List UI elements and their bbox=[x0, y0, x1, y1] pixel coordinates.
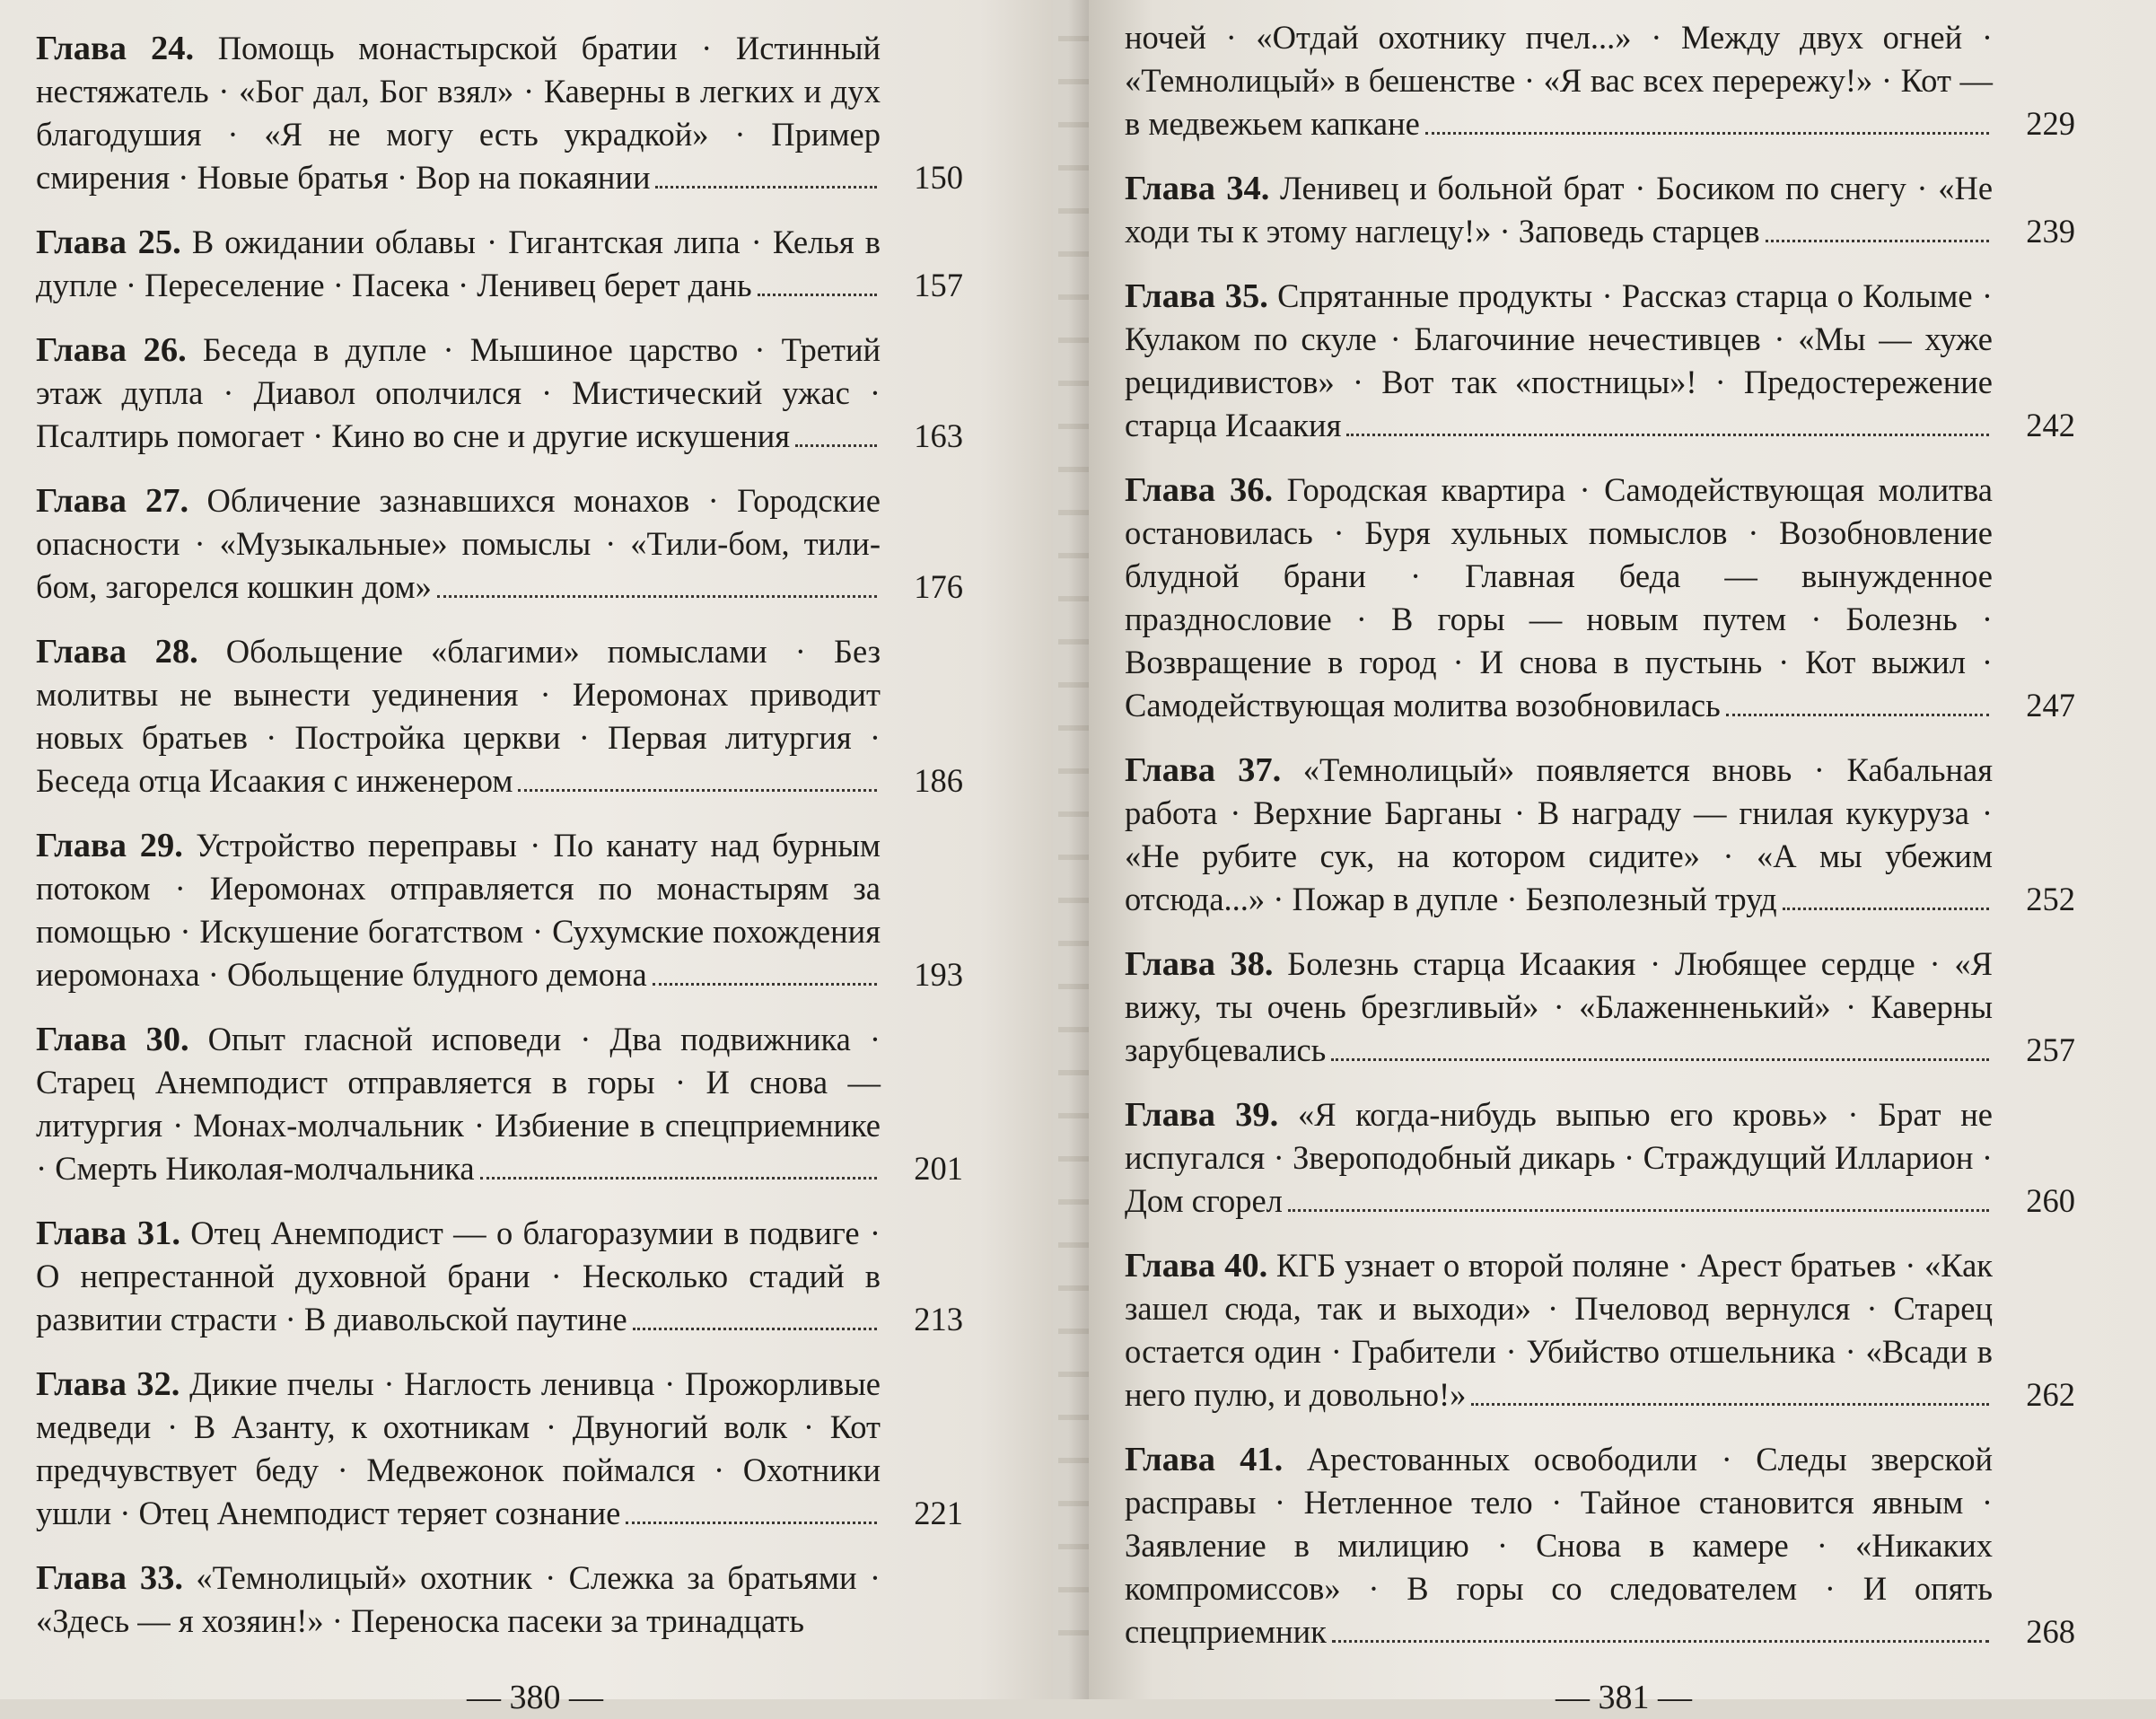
toc-page-number: 193 bbox=[914, 956, 963, 993]
dot-leader bbox=[1288, 1209, 1989, 1212]
toc-entry-text: «Темнолицый» охотник · Слежка за братьями · «Здесь — я хозяин!» · Переноска пасеки за тринадцать bbox=[36, 1559, 881, 1639]
toc-entry bbox=[1125, 749, 2075, 921]
toc-entry-text: Городская квартира · Самодействующая молитва остановилась · Буря хульных помыслов · Возобновление блудной брани · Главная беда — вынужденное празднословие · В горы — новым путем · Болезнь · Возвращение в город · И снова в пустынь · Кот выжил · Самодействующая молитва возобновилась bbox=[1125, 471, 1994, 724]
toc-entry-text: Обольщение «благими» помыслами · Без молитвы не вынести уединения · Иеромонах приводит новых братьев · Постройка церкви · Первая литургия · Беседа отца Исаакия с инженером bbox=[36, 633, 881, 799]
toc-entry-text: ночей · «Отдай охотнику пчел...» · Между двух огней · «Темнолицый» в бешенстве · «Я вас всех перережу!» · Кот — в медвежьем капкане bbox=[1125, 19, 1993, 142]
toc-page-number: 163 bbox=[914, 417, 963, 454]
chapter-title: Глава 29. bbox=[36, 827, 183, 864]
dot-leader bbox=[1783, 908, 1989, 910]
toc-page-number: 221 bbox=[914, 1495, 963, 1531]
chapter-title: Глава 24. bbox=[36, 30, 195, 67]
toc-entry bbox=[36, 1363, 963, 1535]
toc-page-number: 213 bbox=[914, 1301, 963, 1337]
toc-entry bbox=[1125, 1093, 2075, 1223]
toc-entry-text: Ленивец и больной брат · Босиком по снегу · «Не ходи ты к этому наглецу!» · Заповедь старцев bbox=[1125, 170, 1994, 250]
chapter-title: Глава 41. bbox=[1125, 1441, 1284, 1478]
toc-page-number: 252 bbox=[2026, 881, 2075, 917]
dot-leader bbox=[480, 1177, 877, 1180]
toc-page-number: 201 bbox=[914, 1150, 963, 1187]
dot-leader bbox=[518, 789, 877, 792]
toc-entry bbox=[36, 1557, 963, 1643]
toc-entry-text: КГБ узнает о второй поляне · Арест братьев · «Как зашел сюда, так и выходи» · Пчеловод вернулся · Старец остается один · Грабители · Убийство отшельника · «Всади в него пулю, и довольно!» bbox=[1125, 1247, 1993, 1413]
toc-entry bbox=[36, 630, 963, 802]
toc-entry-text: Отец Анемподист — о благоразумии в подвиге · О непрестанной духовной брани · Несколько стадий в развитии страсти · В диавольской паутине bbox=[36, 1215, 881, 1337]
toc-entry bbox=[1125, 167, 2075, 253]
toc-entry-text: В ожидании облавы · Гигантская липа · Келья в дупле · Переселение · Пасека · Ленивец берет дань bbox=[36, 224, 881, 303]
chapter-title: Глава 26. bbox=[36, 331, 187, 369]
chapter-title: Глава 28. bbox=[36, 633, 198, 671]
toc-entry-text: Устройство переправы · По канату над бурным потоком · Иеромонах отправляется по монастырям за помощью · Искушение богатством · Сухумские похождения иеромонаха · Обольщение блудного демона bbox=[36, 827, 881, 993]
dot-leader bbox=[655, 186, 877, 189]
dot-leader bbox=[1346, 434, 1989, 436]
toc-entry-text: Дикие пчелы · Наглость ленивца · Прожорливые медведи · В Азанту, к охотникам · Двуногий волк · Кот предчувствует беду · Медвежонок поймался · Охотники ушли · Отец Анемподист теряет сознание bbox=[36, 1365, 881, 1531]
toc-entry-text: Помощь монастырской братии · Истинный нестяжатель · «Бог дал, Бог взял» · Каверны в легких и дух благодушия · «Я не могу есть украдкой» · Пример смирения · Новые братья · Вор на покаянии bbox=[36, 30, 881, 196]
chapter-title: Глава 30. bbox=[36, 1021, 189, 1058]
dot-leader bbox=[1331, 1058, 1989, 1061]
toc-entry bbox=[36, 329, 963, 458]
toc-entry bbox=[1125, 275, 2075, 447]
chapter-title: Глава 36. bbox=[1125, 471, 1274, 509]
dot-leader bbox=[437, 595, 877, 598]
chapter-title: Глава 27. bbox=[36, 482, 189, 520]
chapter-title: Глава 39. bbox=[1125, 1096, 1279, 1134]
dot-leader bbox=[1471, 1403, 1989, 1406]
toc-entry-text: Спрятанные продукты · Рассказ старца о Колыме · Кулаком по скуле · Благочиние нечестивцев · «Мы — хуже рецидивистов» · Вот так «постницы»! · Предостережение старца Исаакия bbox=[1125, 277, 1993, 443]
dot-leader bbox=[653, 983, 877, 986]
toc-entry-text: Обличение зазнавшихся монахов · Городские опасности · «Музыкальные» помыслы · «Тили-бом, тили-бом, загорелся кошкин дом» bbox=[36, 482, 881, 605]
toc-entry-continuation bbox=[1125, 16, 2075, 145]
chapter-title: Глава 33. bbox=[36, 1559, 184, 1597]
toc-right-list bbox=[1125, 167, 2075, 1653]
chapter-title: Глава 25. bbox=[36, 224, 181, 261]
toc-entry-text: «Я когда-нибудь выпью его кровь» · Брат не испугался · Звероподобный дикарь · Страждущий Илларион · Дом сгорел bbox=[1125, 1096, 1994, 1219]
dot-leader bbox=[1766, 240, 1989, 242]
chapter-title: Глава 32. bbox=[36, 1365, 180, 1403]
toc-entry bbox=[36, 1212, 963, 1341]
right-page bbox=[1089, 0, 2156, 1716]
toc-entry-text: Беседа в дупле · Мышиное царство · Третий этаж дупла · Диавол ополчился · Мистический ужас · Псалтирь помогает · Кино во сне и другие искушения bbox=[36, 331, 881, 454]
toc-entry-text: «Темнолицый» появляется вновь · Кабальная работа · Верхние Барганы · В награду — гнилая кукуруза · «Не рубите сук, на котором сидите» · «А мы убежим отсюда...» · Пожар в дупле · Безполезный труд bbox=[1125, 751, 1994, 917]
toc-page-number: 242 bbox=[2026, 407, 2075, 443]
toc-page-number: 186 bbox=[914, 762, 963, 799]
toc-page-number: 268 bbox=[2026, 1613, 2075, 1650]
right-page-folio: — 381 — bbox=[1556, 1679, 1692, 1716]
toc-entry bbox=[36, 27, 963, 199]
chapter-title: Глава 34. bbox=[1125, 170, 1270, 207]
dot-leader bbox=[795, 444, 877, 447]
toc-page-number: 239 bbox=[2026, 213, 2075, 250]
toc-page-number: 229 bbox=[2026, 105, 2075, 142]
toc-entry bbox=[36, 1018, 963, 1190]
toc-page-number: 157 bbox=[914, 267, 963, 303]
toc-entry-text: Опыт гласной исповеди · Два подвижника · Старец Анемподист отправляется в горы · И снова — литургия · Монах-молчальник · Избиение в спецприемнике · Смерть Николая-молчальника bbox=[36, 1021, 881, 1187]
dot-leader bbox=[633, 1328, 877, 1330]
left-page-folio: — 380 — bbox=[467, 1679, 603, 1716]
toc-entry bbox=[36, 479, 963, 609]
dot-leader bbox=[1726, 714, 1989, 716]
dot-leader bbox=[1332, 1640, 1989, 1643]
toc-page-number: 176 bbox=[914, 568, 963, 605]
chapter-title: Глава 37. bbox=[1125, 751, 1282, 789]
toc-left-list bbox=[36, 27, 963, 1643]
toc-page-number: 247 bbox=[2026, 687, 2075, 724]
toc-page-number: 262 bbox=[2026, 1376, 2075, 1413]
toc-entry-text: Болезнь старца Исаакия · Любящее сердце · «Я вижу, ты очень брезгливый» · «Блаженненький» · Каверны зарубцевались bbox=[1125, 945, 1994, 1068]
chapter-title: Глава 38. bbox=[1125, 945, 1274, 983]
toc-entry bbox=[1125, 943, 2075, 1072]
dot-leader bbox=[626, 1522, 877, 1524]
dot-leader bbox=[758, 294, 877, 296]
toc-page-number: 260 bbox=[2026, 1182, 2075, 1219]
toc-page-number: 257 bbox=[2026, 1031, 2075, 1068]
chapter-title: Глава 31. bbox=[36, 1215, 180, 1252]
toc-entry bbox=[1125, 1438, 2075, 1653]
chapter-title: Глава 40. bbox=[1125, 1247, 1268, 1285]
toc-entry-text: Арестованных освободили · Следы зверской расправы · Нетленное тело · Тайное становится явным · Заявление в милицию · Снова в камере · «Никаких компромиссов» · В горы со следователем · И опять спецприемник bbox=[1125, 1441, 1993, 1650]
toc-entry bbox=[36, 824, 963, 996]
toc-page-number: 150 bbox=[914, 159, 963, 196]
toc-entry bbox=[36, 221, 963, 307]
toc-entry bbox=[1125, 1244, 2075, 1416]
dot-leader bbox=[1425, 132, 1989, 135]
toc-entry bbox=[1125, 469, 2075, 727]
chapter-title: Глава 35. bbox=[1125, 277, 1268, 315]
